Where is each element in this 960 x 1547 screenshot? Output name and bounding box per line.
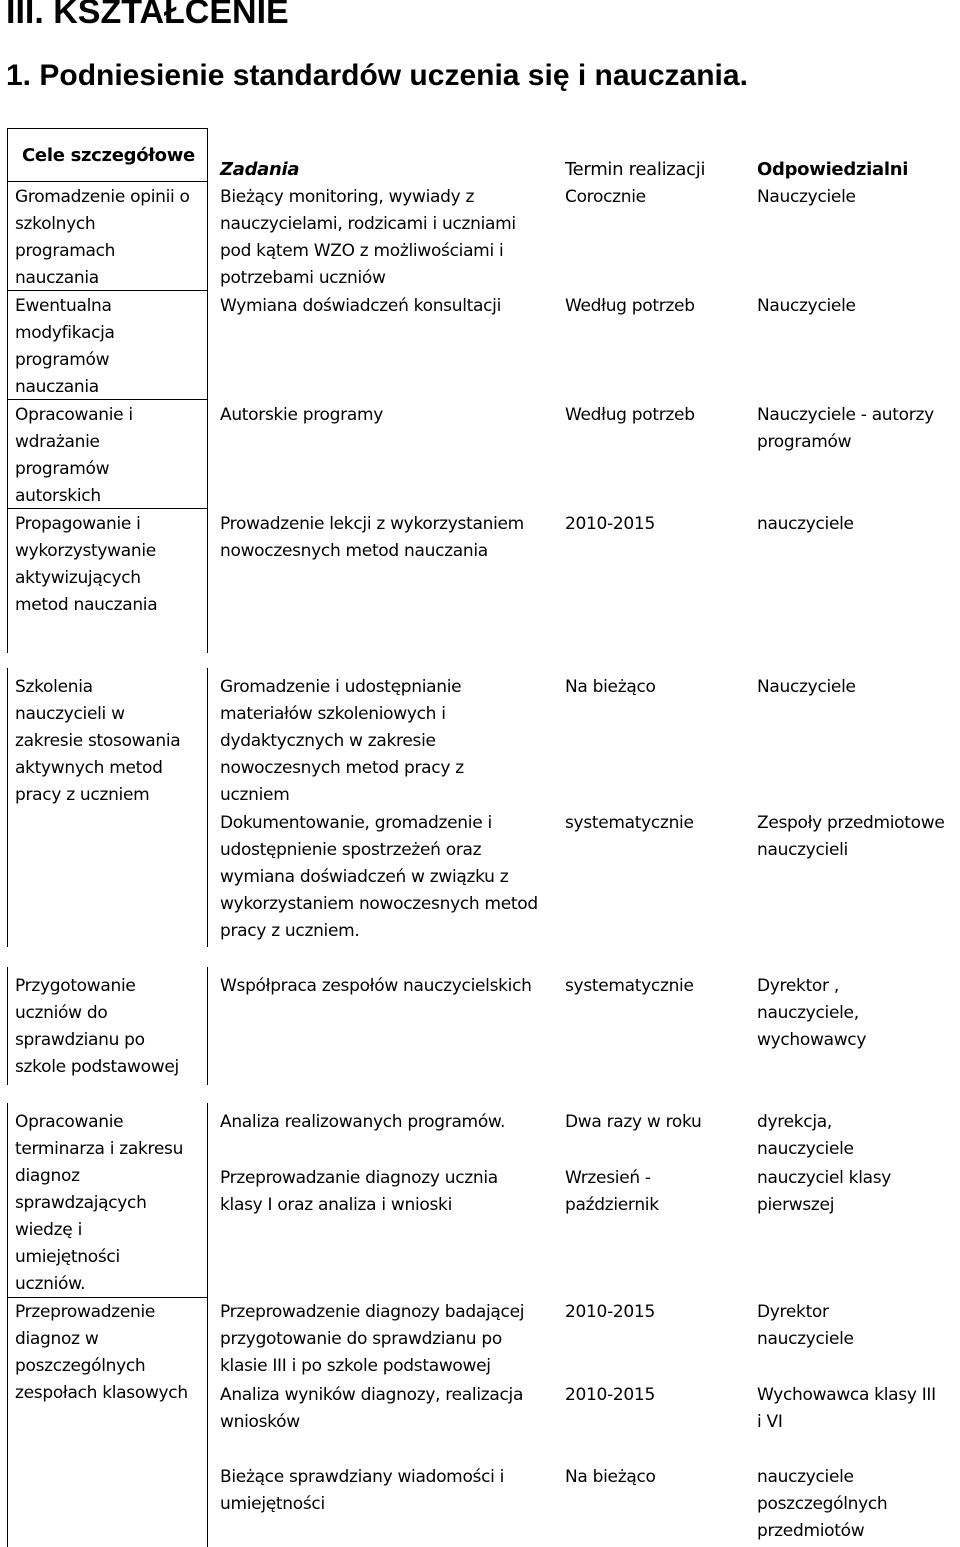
- goal-cell: Przygotowanie uczniów do sprawdzianu po szkole podstawowej: [15, 976, 179, 1077]
- responsible-cell: nauczyciel klasy pierwszej: [757, 1168, 892, 1215]
- responsible-cell: dyrekcja, nauczyciele: [757, 1112, 854, 1159]
- task-cell: Analiza wyników diagnozy, realizacja wniosków: [220, 1385, 524, 1432]
- task-cell: Współpraca zespołów nauczycielskich: [220, 976, 532, 996]
- section-heading: III. KSZTAŁCENIE: [6, 0, 289, 31]
- deadline-cell: 2010-2015: [565, 514, 655, 534]
- goal-cell: Ewentualna modyfikacja programów nauczania: [15, 296, 115, 397]
- responsible-cell: Nauczyciele: [757, 187, 856, 207]
- header-odpowiedzialni: Odpowiedzialni: [757, 159, 909, 180]
- responsible-cell: Nauczyciele: [757, 296, 856, 316]
- task-cell: Przeprowadzanie diagnozy ucznia klasy I oraz analiza i wnioski: [220, 1168, 498, 1215]
- responsible-cell: Zespoły przedmiotowe nauczycieli: [757, 813, 945, 860]
- header-zadania: Zadania: [220, 159, 300, 180]
- task-cell: Gromadzenie i udostępnianie materiałów szkoleniowych i dydaktycznych w zakresie nowoczesnych metod pracy z uczniem: [220, 677, 464, 805]
- deadline-cell: 2010-2015: [565, 1302, 655, 1322]
- table-border-col1: [207, 668, 208, 947]
- responsible-cell: Nauczyciele: [757, 677, 856, 697]
- deadline-cell: Na bieżąco: [565, 1467, 656, 1487]
- deadline-cell: Dwa razy w roku: [565, 1112, 702, 1132]
- table-border-left: [7, 668, 8, 947]
- responsible-cell: Dyrektor nauczyciele: [757, 1302, 854, 1349]
- deadline-cell: Corocznie: [565, 187, 646, 207]
- task-cell: Prowadzenie lekcji z wykorzystaniem nowoczesnych metod nauczania: [220, 514, 524, 561]
- table-border-top: [7, 128, 207, 129]
- goal-cell: Propagowanie i wykorzystywanie aktywizujących metod nauczania: [15, 514, 158, 615]
- deadline-cell: Według potrzeb: [565, 296, 695, 316]
- responsible-cell: Dyrektor , nauczyciele, wychowawcy: [757, 976, 867, 1050]
- deadline-cell: Wrzesień - październik: [565, 1168, 659, 1215]
- header-termin: Termin realizacji: [565, 159, 706, 180]
- responsible-cell: Nauczyciele - autorzy programów: [757, 405, 934, 452]
- deadline-cell: Według potrzeb: [565, 405, 695, 425]
- responsible-cell: nauczyciele: [757, 514, 854, 534]
- task-cell: Bieżące sprawdziany wiadomości i umiejętności: [220, 1467, 505, 1514]
- header-cele: Cele szczegółowe: [22, 145, 195, 166]
- goal-cell: Opracowanie i wdrażanie programów autorskich: [15, 405, 133, 506]
- responsible-cell: nauczyciele poszczególnych przedmiotów: [757, 1467, 888, 1541]
- goal-cell: Gromadzenie opinii o szkolnych programach nauczania: [15, 187, 190, 288]
- deadline-cell: Na bieżąco: [565, 677, 656, 697]
- goal-cell: Opracowanie terminarza i zakresu diagnoz sprawdzających wiedzę i umiejętności uczniów.: [15, 1112, 184, 1294]
- task-cell: Autorskie programy: [220, 405, 383, 425]
- table-border-left: [7, 128, 8, 653]
- table-border-col1: [207, 128, 208, 653]
- task-cell: Analiza realizowanych programów.: [220, 1112, 506, 1132]
- task-cell: Wymiana doświadczeń konsultacji: [220, 296, 502, 316]
- table-border-left: [7, 967, 8, 1085]
- task-cell: Dokumentowanie, gromadzenie i udostępnienie spostrzeżeń oraz wymiana doświadczeń w związku z wykorzystaniem nowoczesnych metod pracy z uczniem.: [220, 813, 538, 941]
- responsible-cell: Wychowawca klasy III i VI: [757, 1385, 936, 1432]
- table-border-col1: [207, 967, 208, 1085]
- deadline-cell: systematycznie: [565, 976, 694, 996]
- table-border-col1: [207, 1103, 208, 1547]
- subsection-heading: 1. Podniesienie standardów uczenia się i nauczania.: [6, 59, 748, 92]
- deadline-cell: systematycznie: [565, 813, 694, 833]
- table-border-left: [7, 1103, 8, 1547]
- task-cell: Bieżący monitoring, wywiady z nauczycielami, rodzicami i uczniami pod kątem WZO z możliwościami i potrzebami uczniów: [220, 187, 516, 288]
- goal-cell: Przeprowadzenie diagnoz w poszczególnych zespołach klasowych: [15, 1302, 188, 1403]
- table-row-divider: [7, 181, 207, 182]
- goal-cell: Szkolenia nauczycieli w zakresie stosowania aktywnych metod pracy z uczniem: [15, 677, 181, 805]
- deadline-cell: 2010-2015: [565, 1385, 655, 1405]
- task-cell: Przeprowadzenie diagnozy badającej przygotowanie do sprawdzianu po klasie III i po szkole podstawowej: [220, 1302, 525, 1376]
